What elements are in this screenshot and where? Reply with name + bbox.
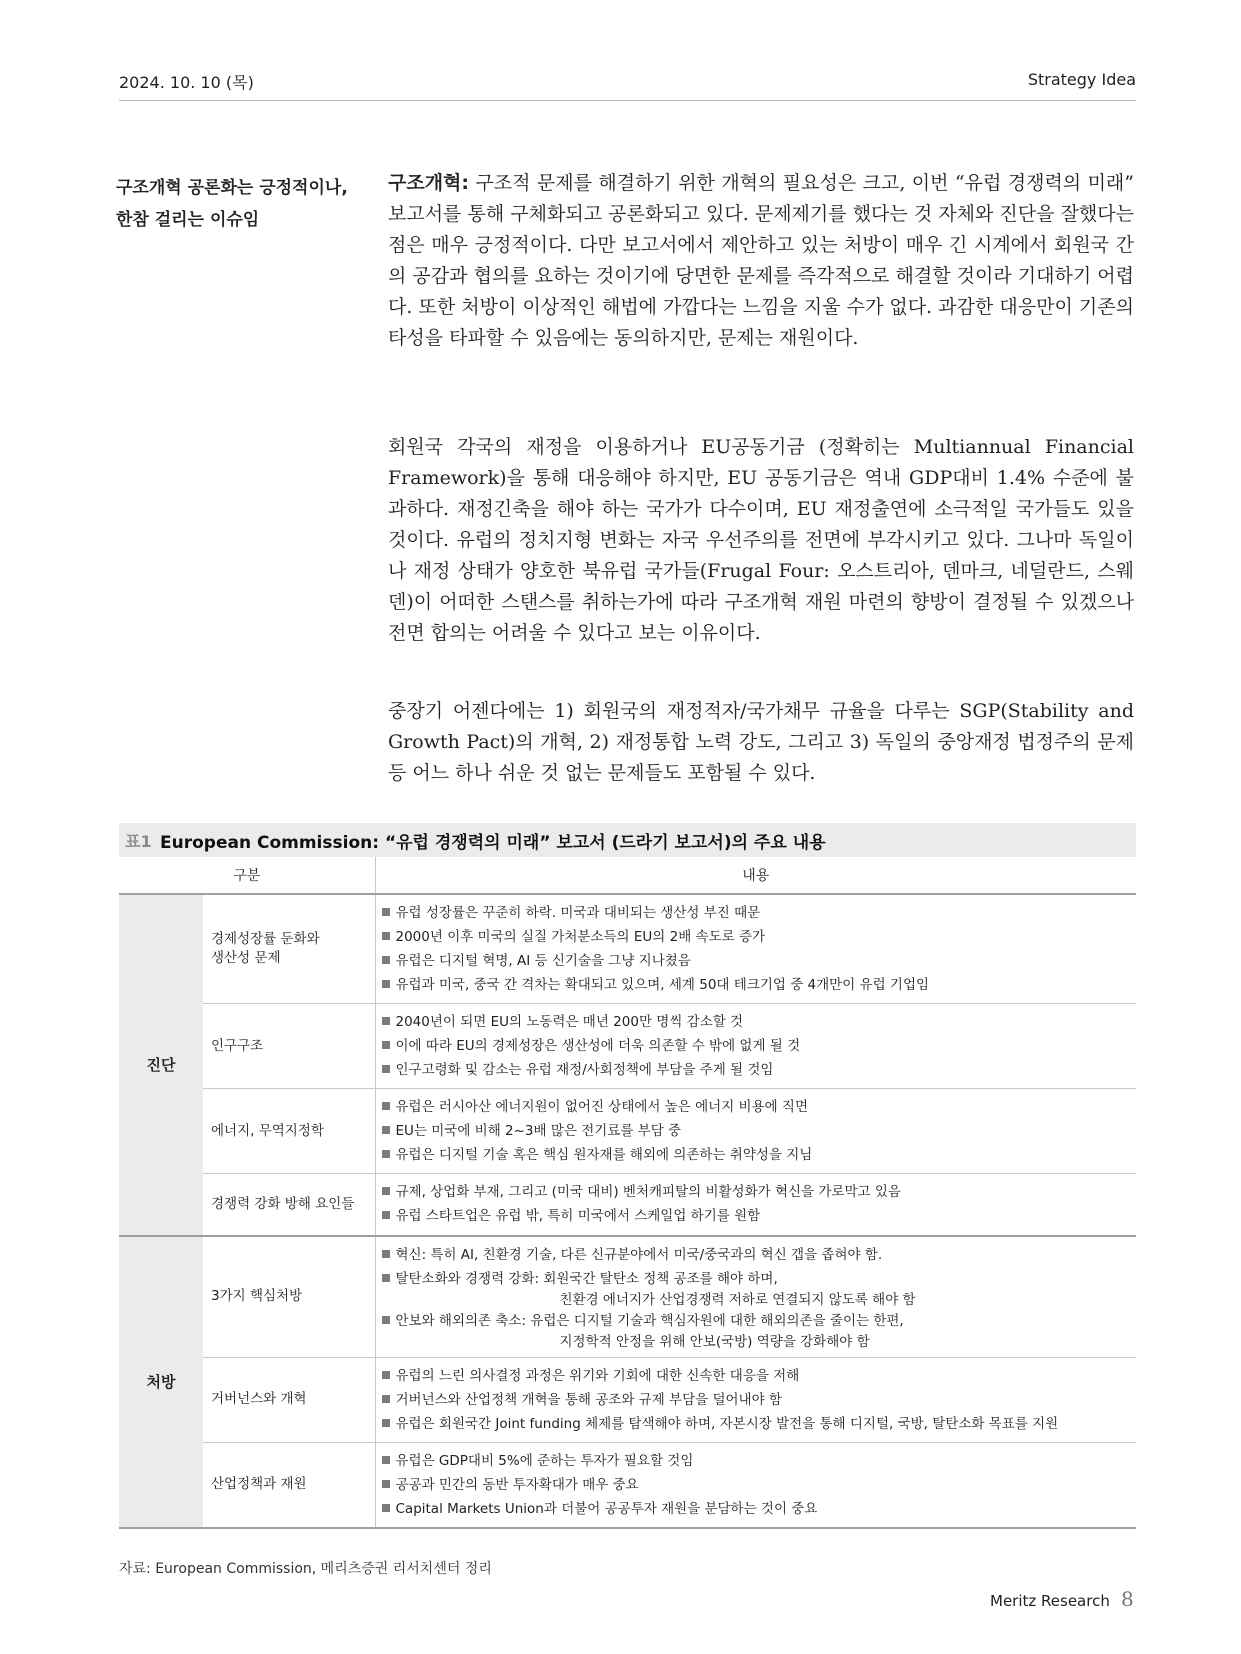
row-content	[375, 1442, 1136, 1528]
paragraph-body: 구조적 문제를 해결하기 위한 개혁의 필요성은 크고, 이번 “유럽 경쟁력의 미래” 보고서를 통해 구체화되고 공론화되고 있다. 문제제기를 했다는 것 자체와 진단을 잘했다는 점은 매우 긍정적이다. 다만 보고서에서 제안하고 있는 처방이 매우 긴 시계에서 회원국 간의 공감과 협의를 요하는 것이기에 당면한 문제를 즉각적으로 해결할 것이라 기대하기 어렵다. 또한 처방이 이상적인 해법에 가깝다는 느낌을 지울 수가 없다. 과감한 대응만이 기존의 타성을 타파할 수 있음에는 동의하지만, 문제는 재원이다.	[388, 172, 1134, 349]
row-content	[375, 1236, 1136, 1358]
bullet-item: 혁신: 특히 AI, 친환경 기술, 다른 신규분야에서 미국/중국과의 혁신 갭을 좁혀야 함.	[382, 1243, 1137, 1267]
square-bullet-icon	[382, 1250, 390, 1258]
bullet-item: 안보와 해외의존 축소: 유럽은 디지털 기술과 핵심자원에 대한 해외의존을 줄이는 한편, 지정학적 안정을 위해 안보(국방) 역량을 강화해야 함	[382, 1309, 1137, 1351]
square-bullet-icon	[382, 1017, 390, 1025]
table-title: European Commission: “유럽 경쟁력의 미래” 보고서 (드라기 보고서)의 주요 내용	[160, 833, 826, 853]
row-label-line: 산업정책과 재원	[211, 1476, 307, 1492]
group-label-diagnosis: 진단	[119, 894, 203, 1236]
row-label	[203, 1442, 375, 1528]
group-label-prescription: 처방	[119, 1236, 203, 1528]
bullet-item: 유럽 스타트업은 유럽 밖, 특히 미국에서 스케일업 하기를 원함	[382, 1204, 1137, 1228]
table-header-row	[119, 857, 1136, 894]
paragraph-agenda: 중장기 어젠다에는 1) 회원국의 재정적자/국가채무 규율을 다루는 SGP(Stability and Growth Pact)의 개혁, 2) 재정통합 노력 강도, 그리고 3) 독일의 중앙재정 법정주의 문제 등 어느 하나 쉬운 것 없는 문제들도 포함될 수 있다.	[388, 700, 1134, 784]
square-bullet-icon	[382, 1150, 390, 1158]
table-caption	[119, 823, 1136, 857]
bullet-item: Capital Markets Union과 더불어 공공투자 재원을 분담하는 것이 중요	[382, 1497, 1137, 1521]
square-bullet-icon	[382, 1480, 390, 1488]
square-bullet-icon	[382, 1065, 390, 1073]
bullet-item: 유럽은 러시아산 에너지원이 없어진 상태에서 높은 에너지 비용에 직면	[382, 1095, 1137, 1119]
row-label	[203, 1004, 375, 1089]
paragraph-structural-reform	[388, 168, 1134, 354]
square-bullet-icon	[382, 932, 390, 940]
row-content	[375, 1004, 1136, 1089]
row-label-line: 생산성 문제	[211, 950, 281, 966]
bullet-continuation: 지정학적 안정을 위해 안보(국방) 역량을 강화해야 함	[559, 1333, 870, 1350]
table-row	[119, 1004, 1136, 1089]
bullet-item: EU는 미국에 비해 2~3배 많은 전기료를 부담 중	[382, 1119, 1137, 1143]
row-label	[203, 1174, 375, 1236]
square-bullet-icon	[382, 1187, 390, 1195]
table-row	[119, 1357, 1136, 1442]
footer-brand: Meritz Research	[990, 1592, 1110, 1610]
square-bullet-icon	[382, 1395, 390, 1403]
bullet-item: 유럽과 미국, 중국 간 격차는 확대되고 있으며, 세계 50대 테크기업 중 4개만이 유럽 기업임	[382, 973, 1137, 997]
bullet-item: 유럽은 디지털 혁명, AI 등 신기술을 그냥 지나쳤음	[382, 949, 1137, 973]
row-content	[375, 894, 1136, 1004]
table-row	[119, 894, 1136, 1004]
report-date: 2024. 10. 10 (목)	[119, 73, 254, 92]
square-bullet-icon	[382, 1504, 390, 1512]
square-bullet-icon	[382, 1274, 390, 1282]
table-row	[119, 1236, 1136, 1358]
row-label-line: 경제성장률 둔화와	[211, 931, 320, 947]
square-bullet-icon	[382, 1419, 390, 1427]
bullet-item: 인구고령화 및 감소는 유럽 재정/사회정책에 부담을 주게 될 것임	[382, 1058, 1137, 1082]
square-bullet-icon	[382, 1041, 390, 1049]
bullet-item: 2040년이 되면 EU의 노동력은 매년 200만 명씩 감소할 것	[382, 1010, 1137, 1034]
row-label-line: 거버넌스와 개혁	[211, 1391, 307, 1407]
row-content	[375, 1174, 1136, 1236]
page-header	[119, 64, 1136, 101]
bullet-continuation: 친환경 에너지가 산업경쟁력 저하로 연결되지 않도록 해야 함	[559, 1291, 916, 1308]
side-title-line1: 구조개혁 공론화는 긍정적이나,	[116, 178, 348, 198]
row-label-line: 에너지, 무역지정학	[211, 1122, 324, 1139]
square-bullet-icon	[382, 1126, 390, 1134]
square-bullet-icon	[382, 956, 390, 964]
row-label	[203, 1357, 375, 1442]
table-row	[119, 1442, 1136, 1528]
row-content	[375, 1357, 1136, 1442]
row-label	[203, 1089, 375, 1174]
table-row	[119, 1089, 1136, 1174]
square-bullet-icon	[382, 1456, 390, 1464]
bullet-item: 탈탄소화와 경쟁력 강화: 회원국간 탈탄소 정책 공조를 해야 하며, 친환경 에너지가 산업경쟁력 저하로 연결되지 않도록 해야 함	[382, 1267, 1137, 1309]
side-title-line2: 한참 걸리는 이슈임	[116, 210, 260, 230]
paragraph-funding: 회원국 각국의 재정을 이용하거나 EU공동기금 (정확히는 Multiannual Financial Framework)을 통해 대응해야 하지만, EU 공동기금은 역내 GDP대비 1.4% 수준에 불과하다. 재정긴축을 해야 하는 국가가 다수이며, EU 재정출연에 소극적일 국가들도 있을 것이다. 유럽의 정치지형 변화는 자국 우선주의를 전면에 부각시키고 있다. 그나마 독일이나 재정 상태가 양호한 북유럽 국가들(Frugal Four: 오스트리아, 덴마크, 네덜란드, 스웨덴)이 어떠한 스탠스를 취하는가에 따라 구조개혁 재원 마련의 향방이 결정될 수 있겠으나 전면 합의는 어려울 수 있다고 보는 이유이다.	[388, 436, 1134, 644]
square-bullet-icon	[382, 1102, 390, 1110]
table-tag: 표1	[125, 832, 152, 851]
table-source-note: 자료: European Commission, 메리츠증권 리서치센터 정리	[119, 1561, 492, 1577]
bullet-item: 거버넌스와 산업정책 개혁을 통해 공조와 규제 부담을 덜어내야 함	[382, 1388, 1137, 1412]
bullet-item: 공공과 민간의 동반 투자확대가 매우 중요	[382, 1473, 1137, 1497]
report-type: Strategy Idea	[1027, 70, 1136, 89]
paragraph-lead: 구조개혁:	[388, 172, 470, 194]
row-label	[203, 894, 375, 1004]
square-bullet-icon	[382, 1371, 390, 1379]
row-label-line: 인구구조	[211, 1037, 264, 1054]
bullet-item: 2000년 이후 미국의 실질 가처분소득의 EU의 2배 속도로 증가	[382, 925, 1137, 949]
column-header-category: 구분	[119, 857, 375, 894]
row-label-line: 경쟁력 강화 방해 요인들	[211, 1195, 355, 1212]
bullet-item: 유럽 성장률은 꾸준히 하락. 미국과 대비되는 생산성 부진 때문	[382, 901, 1137, 925]
row-content	[375, 1089, 1136, 1174]
bullet-item: 이에 따라 EU의 경제성장은 생산성에 더욱 의존할 수 밖에 없게 될 것	[382, 1034, 1137, 1058]
bullet-item: 규제, 상업화 부재, 그리고 (미국 대비) 벤처캐피탈의 비활성화가 혁신을 가로막고 있음	[382, 1180, 1137, 1204]
row-label-line: 3가지 핵심처방	[211, 1288, 303, 1304]
row-label	[203, 1236, 375, 1358]
square-bullet-icon	[382, 1211, 390, 1219]
page-number: 8	[1121, 1587, 1134, 1611]
bullet-item: 유럽의 느린 의사결정 과정은 위기와 기회에 대한 신속한 대응을 저해	[382, 1364, 1137, 1388]
draghi-report-table	[119, 857, 1136, 1529]
square-bullet-icon	[382, 1316, 390, 1324]
bullet-item: 유럽은 회원국간 Joint funding 체제를 탐색해야 하며, 자본시장 발전을 통해 디지털, 국방, 탈탄소화 목표를 지원	[382, 1412, 1137, 1436]
section-side-title	[116, 172, 366, 236]
table-row	[119, 1174, 1136, 1236]
column-header-content: 내용	[375, 857, 1136, 894]
square-bullet-icon	[382, 908, 390, 916]
bullet-item: 유럽은 디지털 기술 혹은 핵심 원자재를 해외에 의존하는 취약성을 지님	[382, 1143, 1137, 1167]
square-bullet-icon	[382, 980, 390, 988]
bullet-item: 유럽은 GDP대비 5%에 준하는 투자가 필요할 것임	[382, 1449, 1137, 1473]
